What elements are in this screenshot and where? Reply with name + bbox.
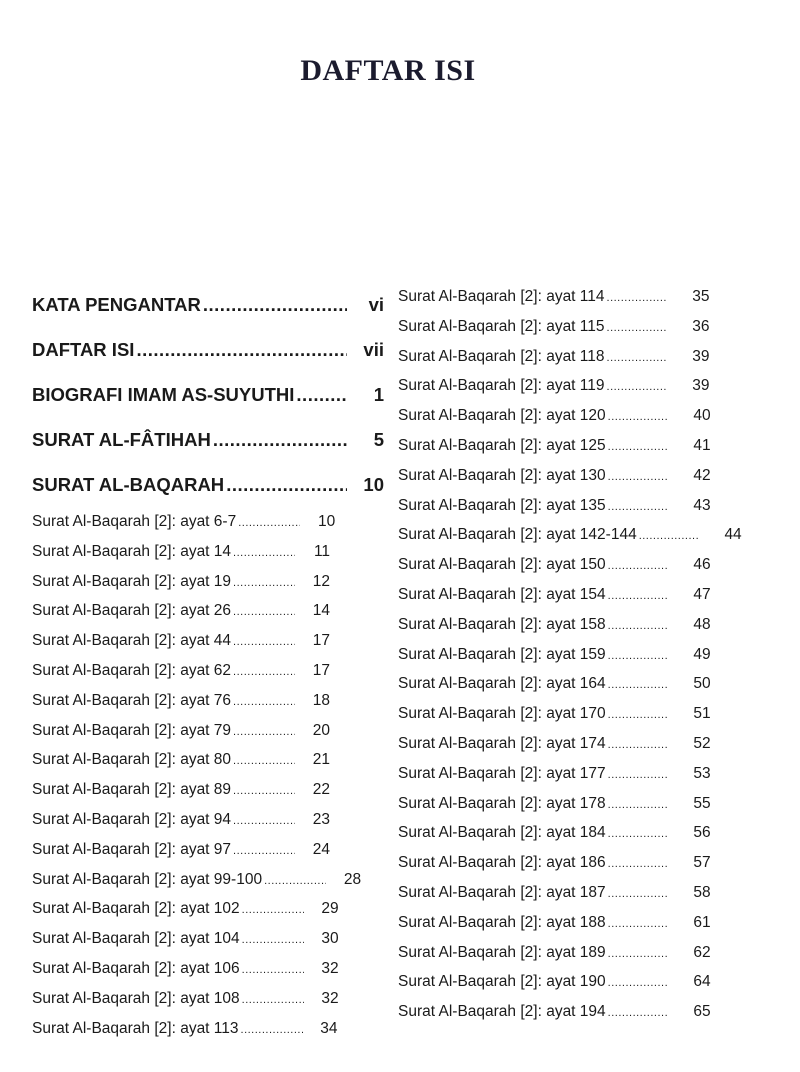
toc-section-entry [32,417,384,462]
entry-label: Surat Al-Baqarah [2]: ayat 189 [398,943,606,961]
page-number: 21 [312,751,331,769]
entry-label: Surat Al-Baqarah [2]: ayat 108 [32,989,240,1007]
page-number: 49 [693,645,711,663]
dot-leader [233,777,295,807]
page-number: vii [363,339,384,360]
entry-label: SURAT AL-BAQARAH [32,474,225,495]
dot-leader [608,552,668,582]
entry-label: Surat Al-Baqarah [2]: ayat 80 [32,751,232,769]
toc-entry [398,640,743,670]
dot-leader [233,539,295,569]
dot-leader [639,522,699,552]
toc-entry [398,401,743,431]
entry-label: Surat Al-Baqarah [2]: ayat 150 [398,556,606,574]
page-number: 64 [693,973,711,991]
entry-label: Surat Al-Baqarah [2]: ayat 177 [398,764,606,782]
dot-leader [241,1016,303,1046]
toc-entry [398,729,743,759]
toc-section-entry [32,462,384,507]
page-number: 39 [692,347,710,365]
page-number: 29 [321,900,339,918]
dot-leader [136,327,347,372]
toc-entry [398,789,743,819]
entry-label: Surat Al-Baqarah [2]: ayat 130 [398,466,606,484]
page-number: 46 [693,556,711,574]
page-number: 24 [312,840,331,858]
page-number: 48 [693,615,711,633]
page-number: 23 [312,810,331,828]
toc-entry [398,938,743,968]
dot-leader [608,761,668,791]
toc-entry [32,626,384,656]
dot-leader [233,628,295,658]
page-number: 62 [693,943,711,961]
toc-entry [398,669,743,699]
toc-entry [398,342,743,372]
page-number: 43 [693,496,711,514]
entry-label: Surat Al-Baqarah [2]: ayat 79 [32,721,232,739]
page-number: 56 [693,824,711,842]
dot-leader [608,850,668,880]
entry-label: Surat Al-Baqarah [2]: ayat 178 [398,794,606,812]
dot-leader [607,344,667,374]
toc-entry [32,805,384,835]
toc-entry [32,894,384,924]
dot-leader [608,910,668,940]
toc-entry [398,371,743,401]
entry-label: Surat Al-Baqarah [2]: ayat 106 [32,959,240,977]
toc-section-entry [32,282,384,327]
toc-entry [32,596,384,626]
page-number: 44 [724,526,742,544]
dot-leader [608,969,668,999]
dot-leader [233,598,295,628]
toc-entry [398,997,743,1027]
dot-leader [608,820,668,850]
toc-right-column [398,282,743,1027]
dot-leader [607,314,667,344]
page-number: 34 [320,1019,338,1037]
dot-leader [608,582,668,612]
toc-section-entry [32,372,384,417]
dot-leader [226,462,347,507]
dot-leader [608,880,668,910]
page-number: 17 [312,661,331,679]
toc-entry [32,835,384,865]
dot-leader [608,791,668,821]
toc-entry [398,759,743,789]
entry-label: Surat Al-Baqarah [2]: ayat 62 [32,661,232,679]
toc-entry [32,686,384,716]
dot-leader [296,372,347,417]
toc-entry [398,610,743,640]
page-number: 42 [693,466,711,484]
page-number: 55 [693,794,711,812]
toc-entry [398,491,743,521]
entry-label: Surat Al-Baqarah [2]: ayat 119 [398,377,605,395]
page-number: 14 [312,602,331,620]
toc-entry [32,865,384,895]
dot-leader [233,747,295,777]
dot-leader [238,509,300,539]
entry-label: Surat Al-Baqarah [2]: ayat 158 [398,615,606,633]
entry-label: Surat Al-Baqarah [2]: ayat 44 [32,632,232,650]
dot-leader [233,569,295,599]
entry-label: Surat Al-Baqarah [2]: ayat 94 [32,810,232,828]
entry-label: Surat Al-Baqarah [2]: ayat 104 [32,930,240,948]
page-number: 35 [692,288,710,305]
toc-entry [32,507,384,537]
entry-label: Surat Al-Baqarah [2]: ayat 99-100 [32,870,263,888]
toc-entry [398,282,743,312]
dot-leader [608,612,668,642]
page-number: vi [368,294,384,315]
dot-leader [608,463,668,493]
toc-entry [32,537,384,567]
dot-leader [608,493,668,523]
page-number: 22 [312,781,331,799]
dot-leader [203,282,347,327]
toc-entry [398,967,743,997]
page-number: 20 [312,721,331,739]
toc-entry [398,908,743,938]
toc-entry [32,1014,384,1044]
toc-entry [32,745,384,775]
entry-label: Surat Al-Baqarah [2]: ayat 76 [32,691,232,709]
dot-leader [608,701,668,731]
entry-label: Surat Al-Baqarah [2]: ayat 190 [398,973,606,991]
dot-leader [607,284,667,314]
entry-label: Surat Al-Baqarah [2]: ayat 125 [398,436,606,454]
toc-entry [32,924,384,954]
toc-entry [398,699,743,729]
dot-leader [242,896,304,926]
page-number: 36 [692,317,710,335]
page-number: 65 [693,1003,711,1021]
toc-entry [398,550,743,580]
entry-label: Surat Al-Baqarah [2]: ayat 164 [398,675,606,693]
entry-label: Surat Al-Baqarah [2]: ayat 194 [398,1003,606,1021]
page-number: 11 [313,542,331,560]
page-title: DAFTAR ISI [300,54,476,88]
page-number: 28 [343,870,362,888]
page-number: 58 [693,883,711,901]
page-number: 51 [693,705,711,723]
entry-label: Surat Al-Baqarah [2]: ayat 188 [398,913,606,931]
toc-entry [398,580,743,610]
toc-entry [398,520,743,550]
page-number: 18 [312,691,331,709]
toc-entry [398,818,743,848]
entry-label: Surat Al-Baqarah [2]: ayat 6-7 [32,513,237,530]
entry-label: Surat Al-Baqarah [2]: ayat 26 [32,602,232,620]
entry-label: Surat Al-Baqarah [2]: ayat 114 [398,288,605,305]
dot-leader [608,940,668,970]
toc-right-subsections [398,282,743,1027]
page-number: 32 [321,989,339,1007]
dot-leader [242,986,304,1016]
page-number: 47 [693,585,711,603]
entry-label: Surat Al-Baqarah [2]: ayat 118 [398,347,605,365]
entry-label: Surat Al-Baqarah [2]: ayat 186 [398,854,606,872]
entry-label: Surat Al-Baqarah [2]: ayat 187 [398,883,606,901]
page-number: 41 [693,436,711,454]
toc-entry [398,461,743,491]
toc-entry [398,312,743,342]
entry-label: Surat Al-Baqarah [2]: ayat 102 [32,900,240,918]
dot-leader [233,837,295,867]
toc-entry [32,716,384,746]
dot-leader [608,731,668,761]
dot-leader [242,956,304,986]
toc-entry [398,848,743,878]
dot-leader [608,671,668,701]
dot-leader [233,658,295,688]
entry-label: Surat Al-Baqarah [2]: ayat 19 [32,572,232,590]
page-number: 17 [312,632,331,650]
dot-leader [233,807,295,837]
toc-left-column [32,282,384,1043]
toc-entry [398,431,743,461]
entry-label: Surat Al-Baqarah [2]: ayat 174 [398,734,606,752]
toc-main-sections [32,282,384,507]
entry-label: SURAT AL-FÂTIHAH [32,429,211,450]
dot-leader [213,417,347,462]
dot-leader [608,999,668,1029]
dot-leader [233,718,295,748]
page-number: 10 [317,513,336,530]
entry-label: DAFTAR ISI [32,339,135,360]
page-number: 40 [693,407,711,425]
toc-entry [32,567,384,597]
entry-label: Surat Al-Baqarah [2]: ayat 159 [398,645,606,663]
dot-leader [607,373,667,403]
page-number: 50 [693,675,711,693]
entry-label: Surat Al-Baqarah [2]: ayat 135 [398,496,606,514]
page-number: 1 [373,384,384,405]
page-number: 10 [363,474,384,495]
dot-leader [608,642,668,672]
page-number: 52 [693,734,711,752]
entry-label: Surat Al-Baqarah [2]: ayat 120 [398,407,606,425]
page-number: 32 [321,959,339,977]
toc-entry [32,984,384,1014]
dot-leader [264,867,326,897]
entry-label: Surat Al-Baqarah [2]: ayat 184 [398,824,606,842]
entry-label: Surat Al-Baqarah [2]: ayat 142-144 [398,526,637,544]
dot-leader [608,433,668,463]
dot-leader [233,688,295,718]
toc-section-entry [32,327,384,372]
toc-entry [32,775,384,805]
page-number: 12 [312,572,331,590]
entry-label: Surat Al-Baqarah [2]: ayat 154 [398,585,606,603]
entry-label: Surat Al-Baqarah [2]: ayat 14 [32,542,232,560]
entry-label: Surat Al-Baqarah [2]: ayat 97 [32,840,232,858]
toc-entry [32,954,384,984]
entry-label: Surat Al-Baqarah [2]: ayat 115 [398,317,605,335]
entry-label: BIOGRAFI IMAM AS-SUYUTHI [32,384,295,405]
entry-label: Surat Al-Baqarah [2]: ayat 113 [32,1019,239,1037]
page-number: 61 [693,913,711,931]
toc-entry [32,656,384,686]
entry-label: KATA PENGANTAR [32,294,201,315]
toc-left-subsections [32,507,384,1043]
toc-entry [398,878,743,908]
dot-leader [608,403,668,433]
page-number: 30 [321,930,339,948]
entry-label: Surat Al-Baqarah [2]: ayat 89 [32,781,232,799]
dot-leader [242,926,304,956]
page-number: 5 [373,429,384,450]
entry-label: Surat Al-Baqarah [2]: ayat 170 [398,705,606,723]
page-number: 53 [693,764,711,782]
page-number: 57 [693,854,711,872]
page-number: 39 [692,377,710,395]
